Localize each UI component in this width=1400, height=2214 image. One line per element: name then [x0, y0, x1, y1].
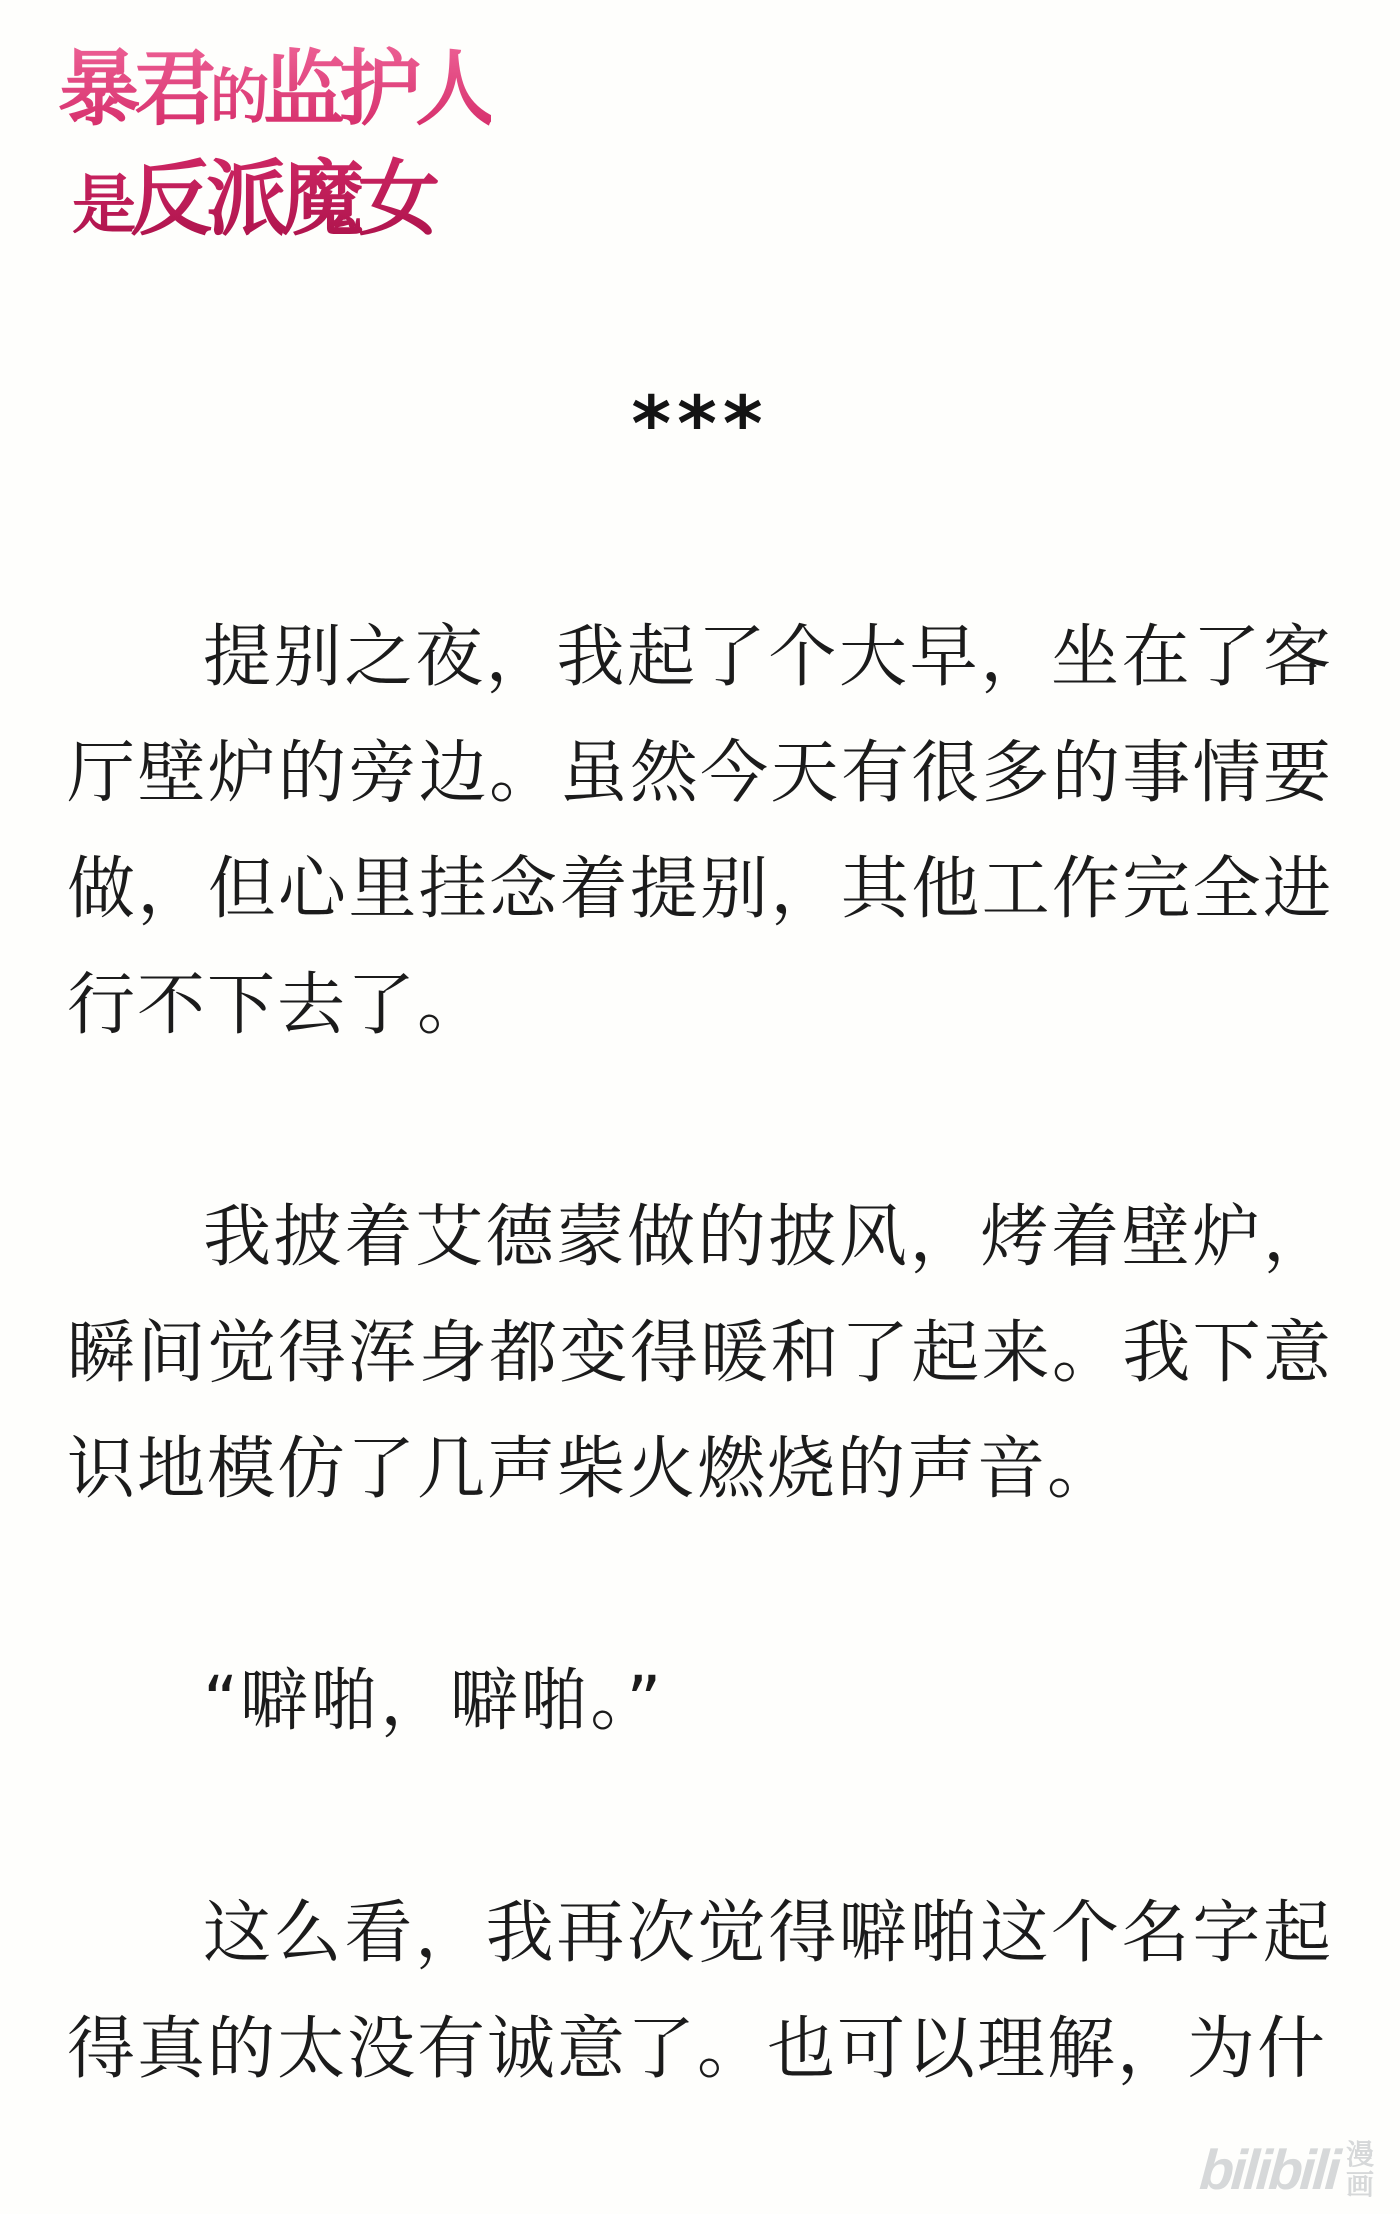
paragraph-1: 提别之夜，我起了个大早，坐在了客厅壁炉的旁边。虽然今天有很多的事情要做，但心里挂念着提别，其他工作完全进行不下去了。	[67, 618, 1333, 1045]
bilibili-manga-watermark	[1200, 2140, 1374, 2200]
novel-text-body	[67, 600, 1333, 2214]
manga-label-char-1: 漫	[1345, 2138, 1374, 2171]
series-logo-line-1: 暴君的监护人	[58, 41, 492, 137]
paragraph-4: 这么看，我再次觉得噼啪这个名字起得真的太没有诚意了。也可以理解，为什	[67, 1894, 1333, 2089]
paragraph-2: 我披着艾德蒙做的披风，烤着壁炉，瞬间觉得浑身都变得暖和了起来。我下意识地模仿了几声柴火燃烧的声音。	[67, 1198, 1333, 1509]
section-separator: ***	[631, 379, 769, 468]
manga-label-char-2: 画	[1345, 2168, 1374, 2201]
manga-label	[1346, 2140, 1374, 2200]
bilibili-logo-text: bilibili	[1198, 2138, 1341, 2201]
dialogue-paragraph: “噼啪，噼啪。”	[203, 1662, 664, 1741]
series-logo-line-2: 是反派魔女	[72, 151, 435, 247]
series-logo	[58, 38, 491, 257]
